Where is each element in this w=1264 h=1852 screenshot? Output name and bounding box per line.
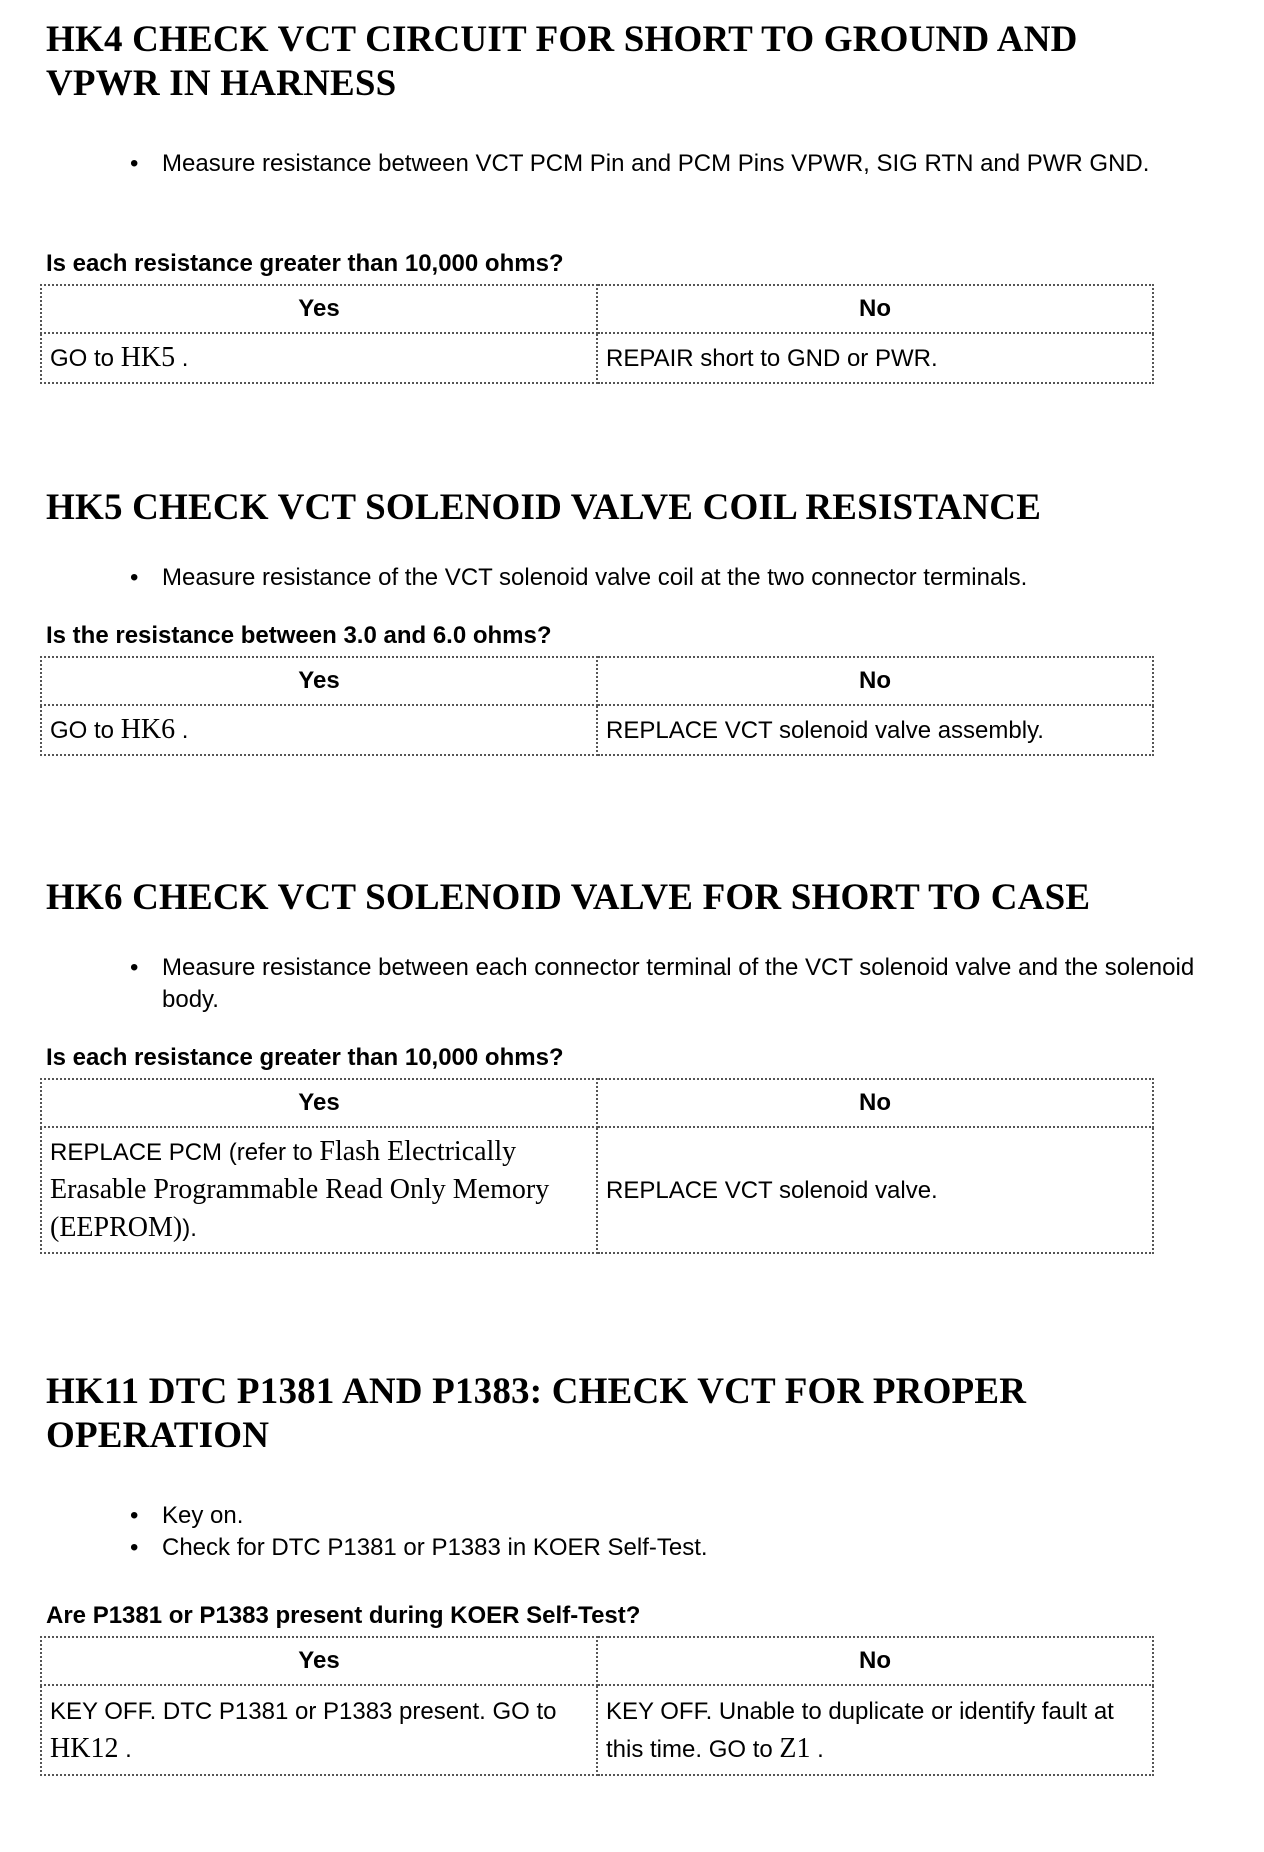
bullet-icon: • [130, 954, 139, 981]
link-hk6[interactable]: HK6 [120, 714, 176, 745]
question-text: Are P1381 or P1383 present during KOER Self-Test? [46, 1602, 641, 1629]
yes-no-table [40, 1636, 1154, 1776]
section-heading: HK11 DTC P1381 AND P1383: CHECK VCT FOR PROPER OPERATION [46, 1371, 1027, 1456]
yes-header: Yes [41, 285, 597, 333]
bullet-list [130, 562, 1230, 594]
no-header: No [597, 1637, 1153, 1685]
bullet-list [130, 1500, 1230, 1564]
bullet-icon: • [130, 1534, 139, 1561]
no-cell: REPLACE VCT solenoid valve assembly. [597, 705, 1153, 755]
link-flash-eeprom[interactable]: Flash Electrically Erasable Programmable Read Only Memory (EEPROM) [50, 1136, 550, 1243]
section-hk6 [46, 876, 1226, 1243]
yes-cell: GO to HK5 . [41, 333, 597, 383]
section-heading: HK6 CHECK VCT SOLENOID VALVE FOR SHORT TO CASE [46, 877, 1091, 918]
bullet-icon: • [130, 564, 139, 591]
yes-cell: REPLACE PCM (refer to Flash Electrically Erasable Programmable Read Only Memory (EEPROM)). [41, 1127, 597, 1253]
list-item: • Measure resistance of the VCT solenoid valve coil at the two connector terminals. [130, 562, 1230, 594]
section-heading: HK5 CHECK VCT SOLENOID VALVE COIL RESISTANCE [46, 487, 1042, 528]
yes-no-table [40, 284, 1154, 384]
section-heading: HK4 CHECK VCT CIRCUIT FOR SHORT TO GROUND AND VPWR IN HARNESS [46, 19, 1078, 104]
section-hk11 [46, 1370, 1226, 1764]
link-hk12[interactable]: HK12 [50, 1732, 119, 1764]
yes-no-table [40, 656, 1154, 756]
yes-cell: GO to HK6 . [41, 705, 597, 755]
yes-header: Yes [41, 1637, 597, 1685]
link-z1[interactable]: Z1 [779, 1732, 811, 1764]
section-hk5 [46, 486, 1226, 745]
no-header: No [597, 1079, 1153, 1127]
section-hk4 [46, 18, 1226, 373]
yes-header: Yes [41, 1079, 597, 1127]
list-item: • Measure resistance between each connector terminal of the VCT solenoid valve and the solenoid body. [130, 954, 1195, 1013]
no-header: No [597, 657, 1153, 705]
bullet-icon: • [130, 1502, 139, 1529]
bullet-list [130, 952, 1230, 1016]
bullet-list [130, 148, 1230, 180]
list-item: • Key on. [130, 1500, 1230, 1532]
yes-cell: KEY OFF. DTC P1381 or P1383 present. GO to HK12 . [41, 1685, 597, 1775]
yes-header: Yes [41, 657, 597, 705]
yes-no-table [40, 1078, 1154, 1254]
no-cell: KEY OFF. Unable to duplicate or identify fault at this time. GO to Z1 . [597, 1685, 1153, 1775]
no-cell: REPAIR short to GND or PWR. [597, 333, 1153, 383]
list-item: • Measure resistance between VCT PCM Pin and PCM Pins VPWR, SIG RTN and PWR GND. [130, 148, 1230, 180]
no-cell: REPLACE VCT solenoid valve. [597, 1127, 1153, 1253]
question-text: Is each resistance greater than 10,000 ohms? [46, 250, 564, 277]
question-text: Is the resistance between 3.0 and 6.0 ohms? [46, 622, 552, 649]
no-header: No [597, 285, 1153, 333]
link-hk5[interactable]: HK5 [120, 342, 176, 373]
question-text: Is each resistance greater than 10,000 ohms? [46, 1044, 564, 1071]
bullet-icon: • [130, 150, 139, 177]
list-item: • Check for DTC P1381 or P1383 in KOER Self-Test. [130, 1532, 1230, 1564]
